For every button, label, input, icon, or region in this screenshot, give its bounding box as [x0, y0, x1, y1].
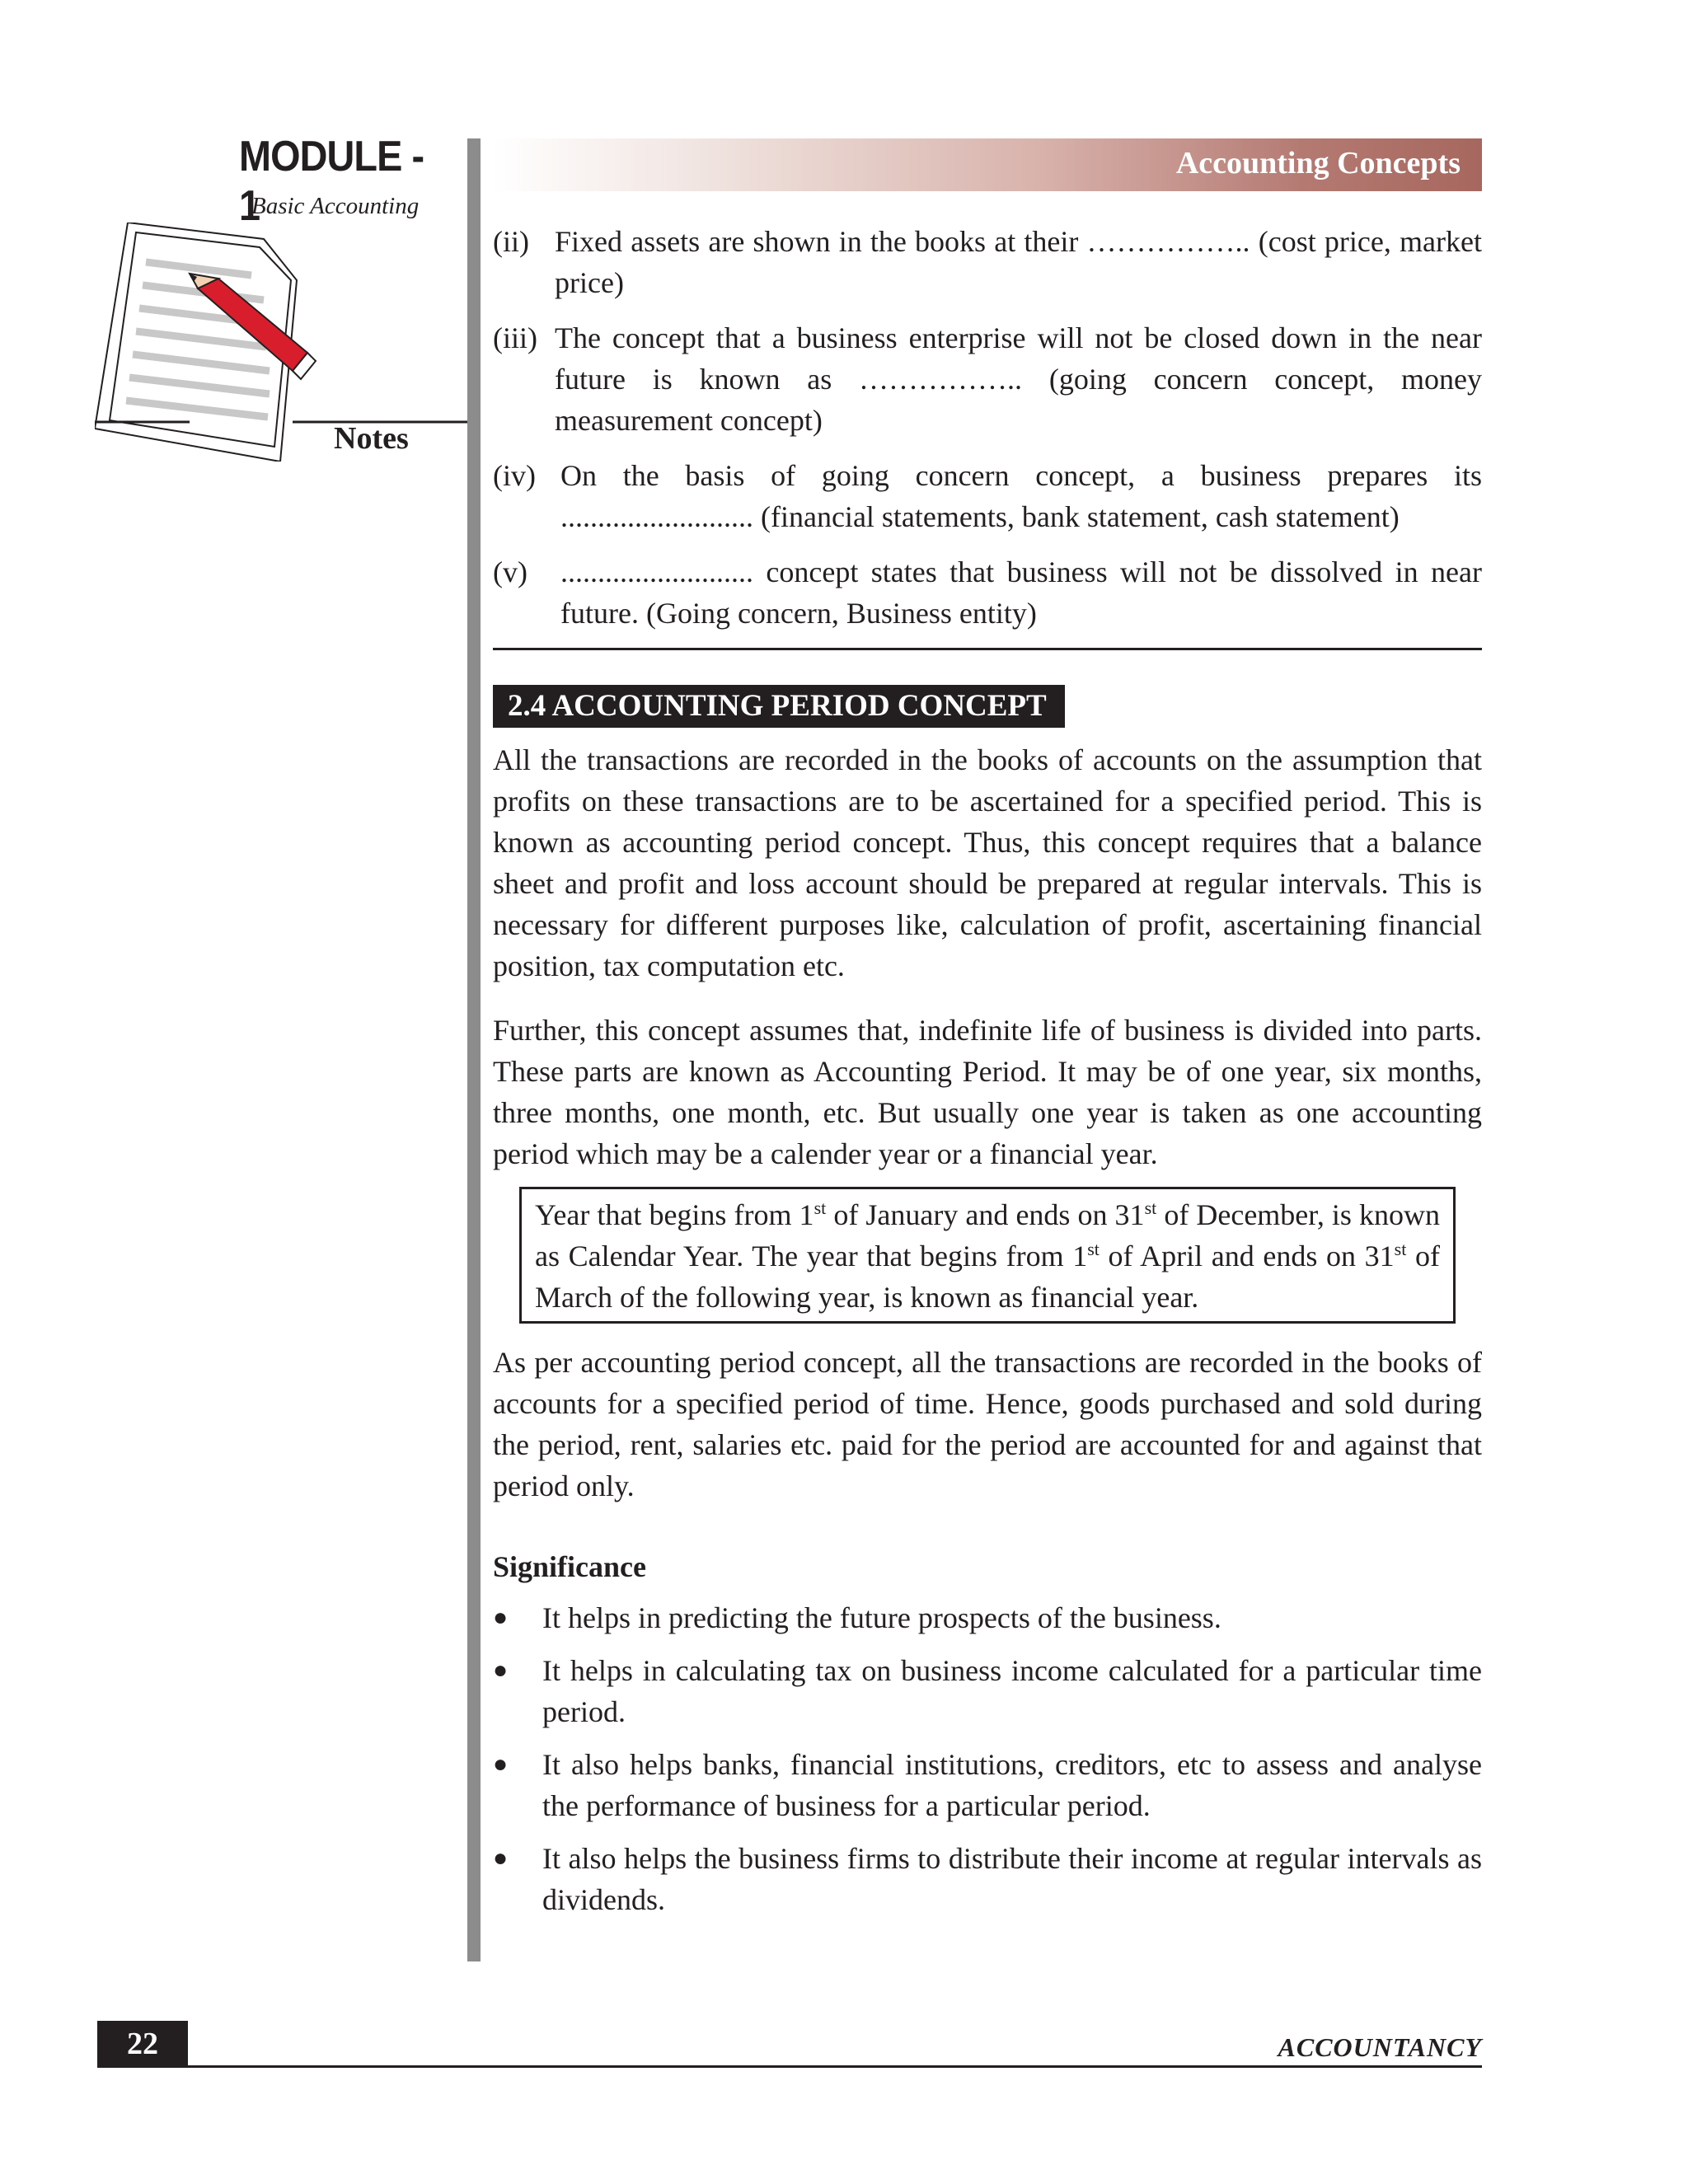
- list-item: [493, 1597, 1482, 1638]
- list-item: [493, 221, 1482, 303]
- list-item: [493, 1838, 1482, 1920]
- question-number: (v): [493, 555, 528, 588]
- section-heading: 2.4 ACCOUNTING PERIOD CONCEPT: [493, 685, 1065, 728]
- chapter-header: [493, 138, 1482, 191]
- question-list: [493, 221, 1482, 634]
- divider: [493, 648, 1482, 650]
- paragraph: As per accounting period concept, all the transactions are recorded in the books of accounts for a specified period of time. Hence, goods purchased and sold during the period, rent, salaries etc. paid for the period are accounted for and against that period only.: [493, 1346, 1482, 1502]
- bullet-icon: ●: [493, 1604, 509, 1631]
- bullet-icon: ●: [493, 1657, 509, 1684]
- module-title: MODULE - 1: [239, 133, 424, 230]
- margin-bar: [467, 138, 481, 1961]
- sidebar: [0, 0, 470, 2184]
- subheading: Significance: [493, 1550, 646, 1583]
- question-text: .......................... concept states that business will not be dissolved in near future. (Going concern, Business entity): [560, 555, 1482, 630]
- bullet-icon: ●: [493, 1844, 509, 1872]
- question-number: (ii): [493, 225, 529, 258]
- question-text: On the basis of going concern concept, a business prepares its .......................... (financial statements, bank statement, cash statement): [560, 459, 1482, 533]
- list-item: [493, 1650, 1482, 1732]
- significance-list: [493, 1597, 1482, 1920]
- list-item: [493, 1744, 1482, 1826]
- list-item: [493, 317, 1482, 441]
- bullet-text: It also helps banks, financial institutions, creditors, etc to assess and analyse the performance of business for a particular period.: [542, 1748, 1482, 1822]
- notes-pencil-icon: [95, 223, 474, 462]
- footer-divider: [97, 2065, 1482, 2068]
- bullet-icon: ●: [493, 1750, 509, 1778]
- question-number: (iii): [493, 321, 537, 354]
- bullet-text: It also helps the business firms to distribute their income at regular intervals as dividends.: [542, 1842, 1482, 1916]
- chapter-title: Accounting Concepts: [1175, 146, 1461, 180]
- page-number: 22: [97, 2021, 188, 2067]
- book-title: ACCOUNTANCY: [1278, 2032, 1482, 2062]
- module-subtitle: Basic Accounting: [251, 193, 420, 219]
- notes-label: Notes: [334, 421, 409, 456]
- list-item: [493, 455, 1482, 537]
- main-content: [493, 221, 1482, 1932]
- paragraph: All the transactions are recorded in the books of accounts on the assumption that profits on these transactions are to be ascertained for a specified period. This is known as accounting period concept. Thus, this concept requires that a balance sheet and profit and loss account should be prepared at regular intervals. This is necessary for different purposes like, calculation of profit, ascertaining financial position, tax computation etc.: [493, 743, 1482, 982]
- definition-box: Year that begins from 1st of January and ends on 31st of December, is known as Calendar Year. The year that begins from 1st of April and ends on 31st of March of the following year, is known as financial year.: [519, 1187, 1456, 1324]
- question-text: The concept that a business enterprise will not be closed down in the near future is known as …………….. (going concern concept, money measurement concept): [555, 321, 1482, 437]
- list-item: [493, 551, 1482, 634]
- bullet-text: It helps in predicting the future prospects of the business.: [542, 1601, 1221, 1634]
- paragraph: Further, this concept assumes that, indefinite life of business is divided into parts. These parts are known as Accounting Period. It may be of one year, six months, three months, one month, etc. But usually one year is taken as one accounting period which may be a calender year or a financial year.: [493, 1014, 1482, 1170]
- question-text: Fixed assets are shown in the books at their …………….. (cost price, market price): [555, 225, 1482, 299]
- question-number: (iv): [493, 459, 536, 492]
- bullet-text: It helps in calculating tax on business income calculated for a particular time period.: [542, 1654, 1482, 1728]
